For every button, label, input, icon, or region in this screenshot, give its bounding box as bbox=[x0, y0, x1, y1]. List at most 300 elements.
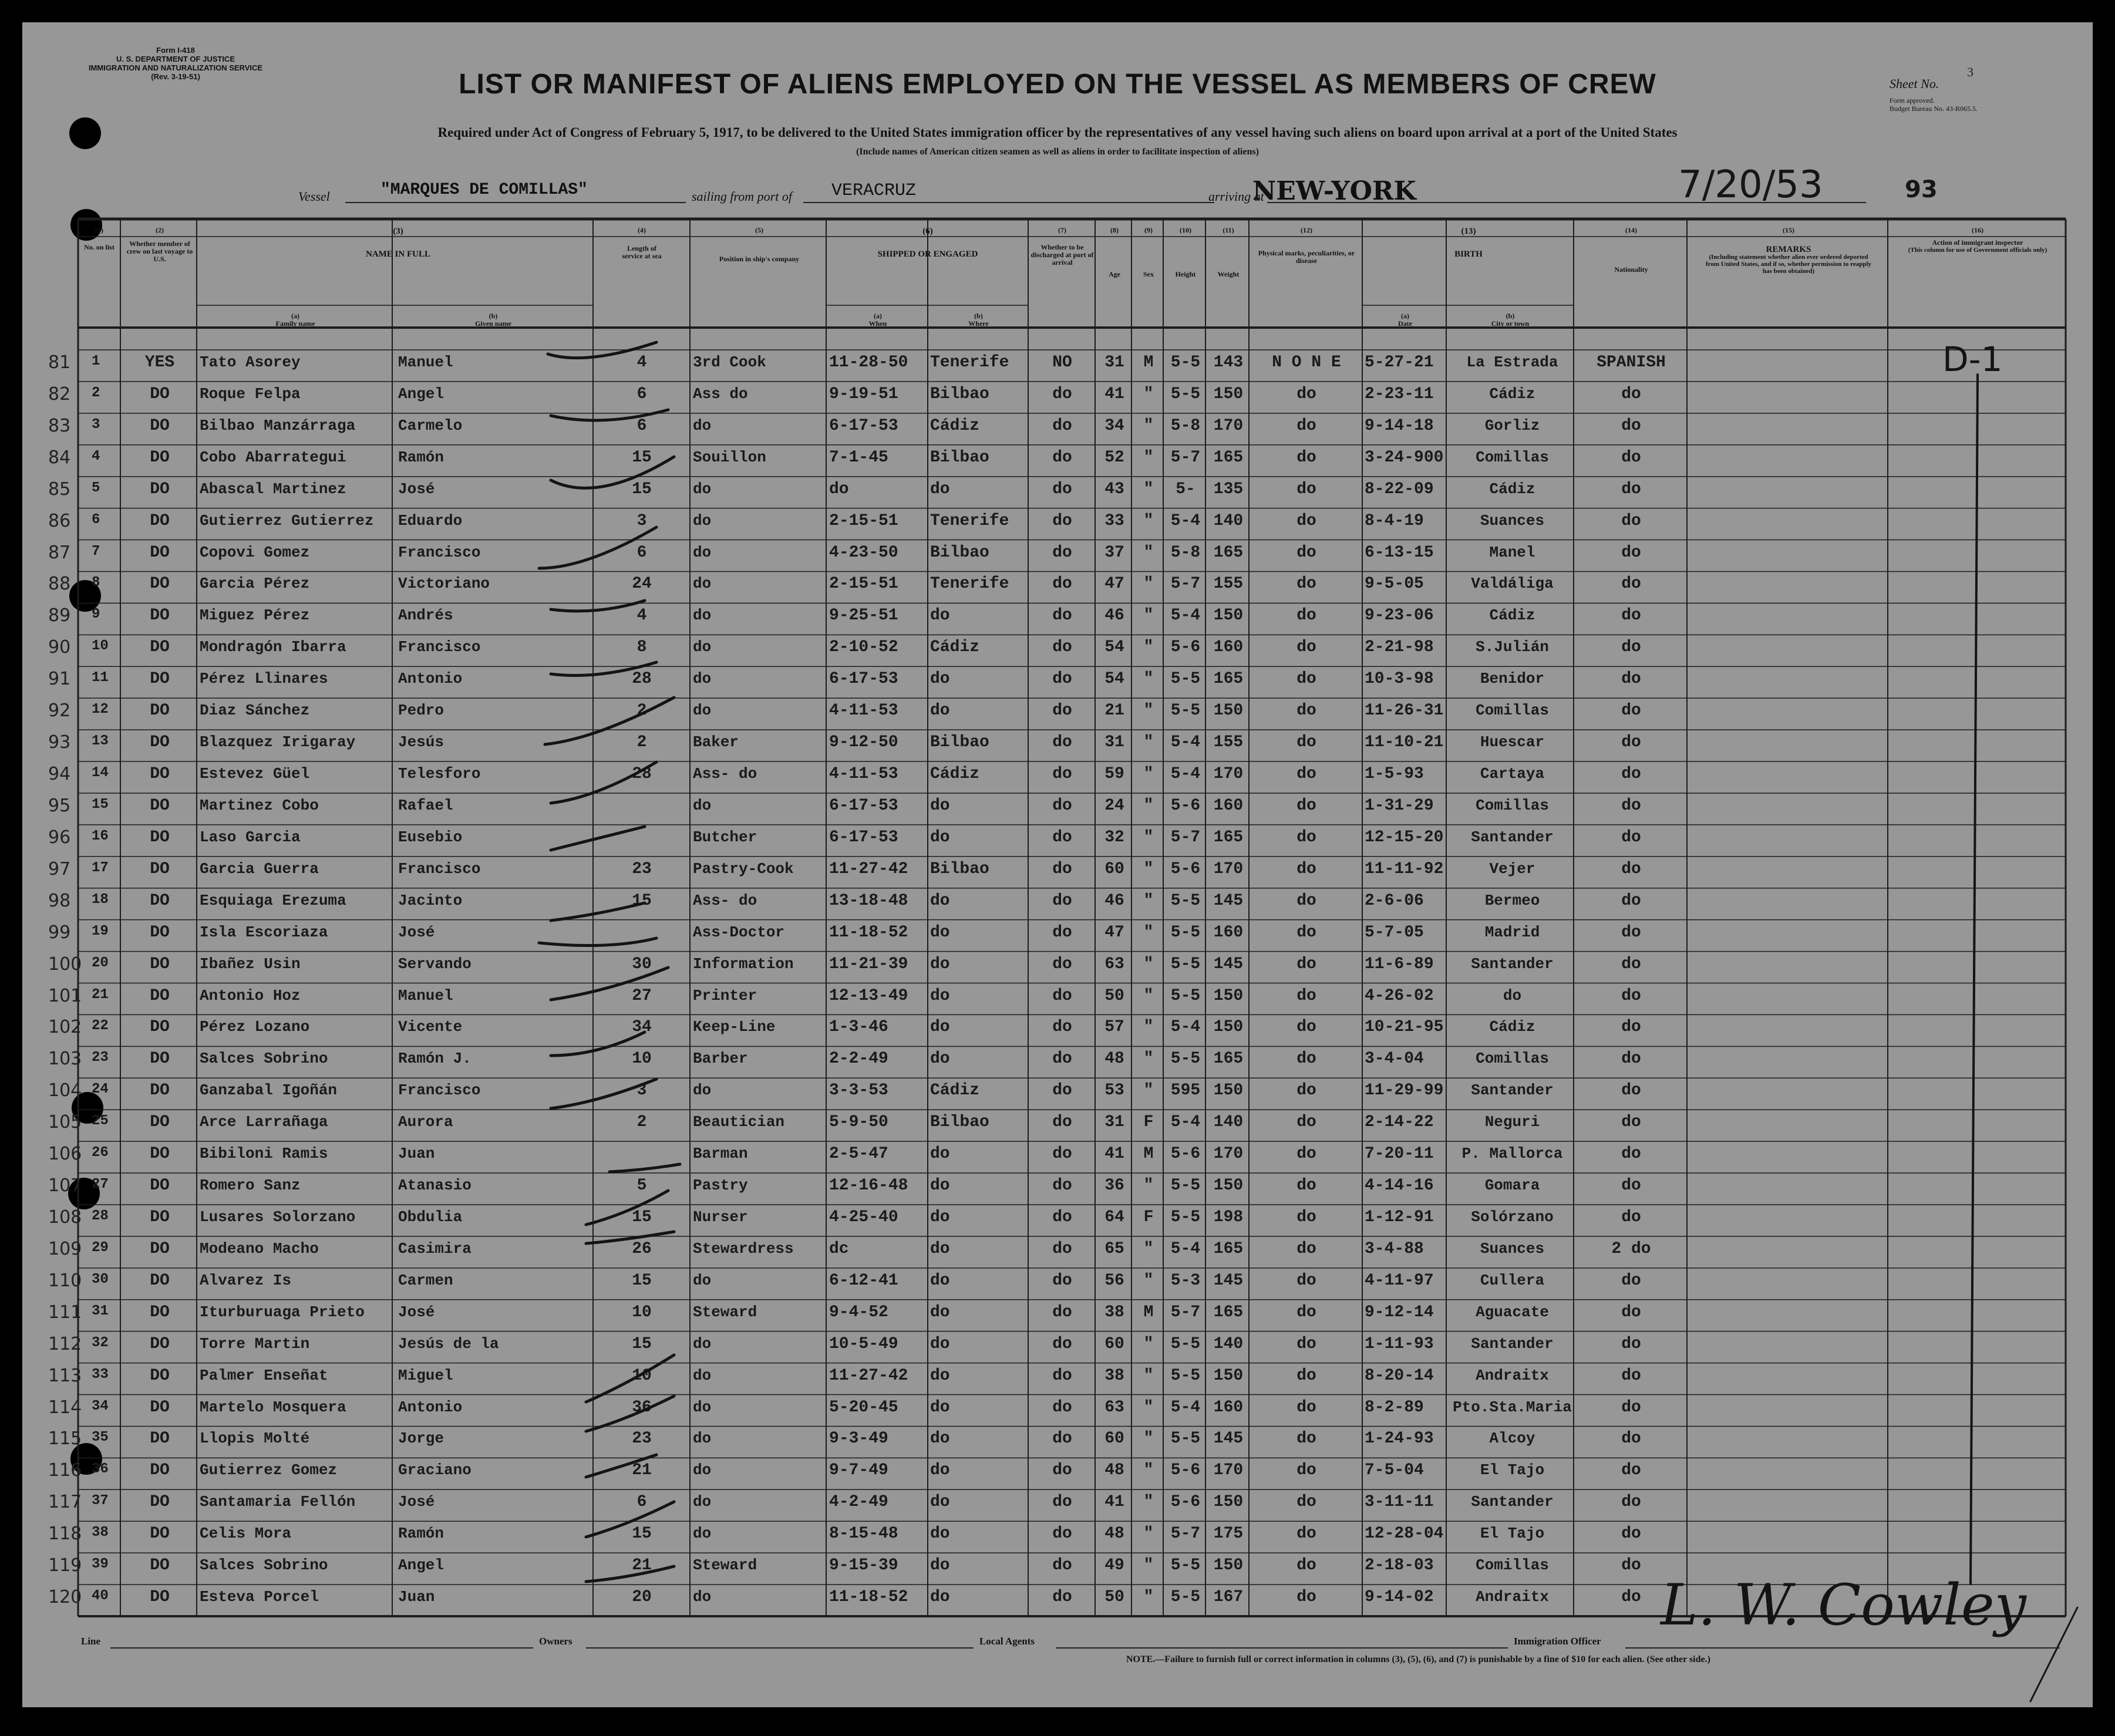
cell-pos: Barber bbox=[693, 1050, 748, 1068]
cell-bdate: 3-11-11 bbox=[1365, 1493, 1434, 1512]
cell-when: 9-3-49 bbox=[829, 1430, 888, 1448]
cell-dis: do bbox=[1052, 1588, 1072, 1607]
cell-wt: 170 bbox=[1213, 416, 1244, 435]
cell-when: 6-17-53 bbox=[829, 796, 898, 815]
cell-pos: Ass- do bbox=[693, 765, 757, 783]
cell-given: Ramón J. bbox=[398, 1050, 472, 1068]
cell-bdate: 1-11-93 bbox=[1365, 1334, 1434, 1353]
manifest-sheet bbox=[22, 22, 2093, 1707]
handwritten-row-number: 106 bbox=[48, 1144, 82, 1165]
cell-dis: do bbox=[1052, 1081, 1072, 1100]
cell-wt: 145 bbox=[1213, 891, 1244, 910]
cell-age: 47 bbox=[1104, 923, 1124, 942]
cell-marks: do bbox=[1296, 1525, 1316, 1543]
cell-dis: do bbox=[1052, 575, 1072, 594]
cell-bdate: 8-22-09 bbox=[1365, 480, 1434, 498]
cell-svc: 23 bbox=[632, 859, 652, 878]
checkmark bbox=[586, 1232, 674, 1243]
cell-marks: do bbox=[1296, 511, 1316, 530]
handwritten-row-number: 96 bbox=[48, 827, 71, 848]
cell-dis: do bbox=[1052, 448, 1072, 467]
cell-age: 41 bbox=[1104, 1493, 1124, 1512]
cell-crew: DO bbox=[150, 891, 170, 910]
handwritten-row-number: 105 bbox=[48, 1112, 82, 1133]
cell-given: Antonio bbox=[398, 670, 463, 688]
row-list-number: 18 bbox=[92, 891, 109, 908]
cell-svc: 6 bbox=[636, 385, 647, 403]
cell-given: José bbox=[398, 480, 435, 498]
cell-nat: do bbox=[1621, 1271, 1641, 1290]
cell-where: do bbox=[930, 1461, 950, 1480]
col-num: (1) bbox=[95, 226, 103, 234]
cell-ht: 5-3 bbox=[1170, 1271, 1201, 1290]
cell-where: do bbox=[930, 1208, 950, 1226]
cell-bdate: 10-21-95 bbox=[1365, 1018, 1444, 1037]
footer-underline bbox=[1056, 1647, 1508, 1649]
handwritten-row-number: 120 bbox=[48, 1587, 82, 1608]
cell-family: Modeano Macho bbox=[200, 1239, 319, 1258]
row-list-number: 40 bbox=[92, 1588, 109, 1604]
cell-svc: 27 bbox=[632, 986, 652, 1005]
cell-age: 48 bbox=[1104, 1461, 1124, 1480]
handwritten-row-number: 115 bbox=[48, 1428, 82, 1450]
cell-svc: 15 bbox=[632, 891, 652, 910]
cell-given: Manuel bbox=[398, 353, 453, 371]
cell-family: Copovi Gomez bbox=[200, 543, 310, 561]
handwritten-row-number: 86 bbox=[48, 510, 71, 531]
cell-wt: 198 bbox=[1213, 1208, 1244, 1226]
cell-given: Atanasio bbox=[398, 1177, 472, 1195]
cell-nat: 2 do bbox=[1611, 1239, 1651, 1258]
cell-svc: 10 bbox=[632, 1303, 652, 1322]
checkmark bbox=[539, 527, 656, 568]
cell-marks: do bbox=[1296, 1018, 1316, 1037]
cell-age: 59 bbox=[1104, 765, 1124, 784]
cell-ht: 5-6 bbox=[1170, 859, 1201, 878]
cell-age: 36 bbox=[1104, 1177, 1124, 1195]
cell-svc: 21 bbox=[632, 1556, 652, 1575]
cell-bdate: 3-4-04 bbox=[1365, 1050, 1424, 1068]
col-label: NAME IN FULL bbox=[365, 250, 430, 259]
col-num: (3) bbox=[393, 227, 403, 236]
cell-when: 1-3-46 bbox=[829, 1018, 888, 1037]
cell-ht: 5-5 bbox=[1170, 670, 1201, 689]
cell-ht: 5-7 bbox=[1170, 1525, 1201, 1543]
cell-sex: " bbox=[1143, 511, 1154, 530]
cell-ht: 5-5 bbox=[1170, 1050, 1201, 1068]
col-label: Weight bbox=[1217, 270, 1240, 278]
cell-age: 63 bbox=[1104, 955, 1124, 973]
cell-crew: DO bbox=[150, 986, 170, 1005]
cell-where: do bbox=[930, 480, 950, 498]
col-label: BIRTH bbox=[1454, 250, 1483, 259]
cell-given: Vicente bbox=[398, 1018, 463, 1036]
cell-bdate: 7-5-04 bbox=[1365, 1461, 1424, 1480]
cell-bdate: 2-21-98 bbox=[1365, 638, 1434, 657]
cell-ht: 5-5 bbox=[1170, 702, 1201, 720]
cell-age: 57 bbox=[1104, 1018, 1124, 1037]
cell-svc: 6 bbox=[636, 543, 647, 562]
cell-dis: do bbox=[1052, 670, 1072, 689]
cell-crew: DO bbox=[150, 1303, 170, 1322]
row-list-number: 28 bbox=[92, 1208, 109, 1224]
cell-bdate: 1-5-93 bbox=[1365, 765, 1424, 784]
cell-ht: 5-5 bbox=[1170, 955, 1201, 973]
cell-sex: " bbox=[1143, 955, 1154, 973]
cell-age: 52 bbox=[1104, 448, 1124, 467]
cell-dis: do bbox=[1052, 955, 1072, 973]
cell-svc: 10 bbox=[632, 1050, 652, 1068]
cell-nat: do bbox=[1621, 796, 1641, 815]
cell-marks: do bbox=[1296, 1145, 1316, 1164]
cell-age: 46 bbox=[1104, 606, 1124, 625]
cell-bdate: 10-3-98 bbox=[1365, 670, 1434, 689]
cell-bdate: 9-12-14 bbox=[1365, 1303, 1434, 1322]
cell-wt: 170 bbox=[1213, 1145, 1244, 1164]
cell-pos: do bbox=[693, 638, 712, 656]
cell-marks: do bbox=[1296, 1366, 1316, 1385]
cell-city: El Tajo bbox=[1480, 1525, 1545, 1543]
cell-wt: 145 bbox=[1213, 955, 1244, 973]
cell-dis: do bbox=[1052, 1303, 1072, 1322]
cell-marks: do bbox=[1296, 1334, 1316, 1353]
cell-family: Gutierrez Gomez bbox=[200, 1461, 338, 1479]
cell-nat: SPANISH bbox=[1597, 353, 1666, 372]
cell-family: Mondragón Ibarra bbox=[200, 638, 346, 656]
cell-bdate: 7-20-11 bbox=[1365, 1145, 1434, 1164]
footer-line-label: Line bbox=[81, 1636, 101, 1647]
handwritten-row-number: 85 bbox=[48, 478, 71, 500]
cell-city: Comillas bbox=[1476, 448, 1549, 466]
checkmark bbox=[551, 903, 645, 921]
cell-age: 49 bbox=[1104, 1556, 1124, 1575]
cell-sex: " bbox=[1143, 733, 1154, 752]
cell-nat: do bbox=[1621, 923, 1641, 942]
cell-where: do bbox=[930, 1145, 950, 1164]
cell-given: Andrés bbox=[398, 606, 453, 625]
cell-age: 48 bbox=[1104, 1050, 1124, 1068]
cell-crew: DO bbox=[150, 480, 170, 498]
cell-dis: do bbox=[1052, 416, 1072, 435]
cell-sex: " bbox=[1143, 828, 1154, 847]
cell-sex: " bbox=[1143, 543, 1154, 562]
cell-svc: 2 bbox=[636, 702, 647, 720]
handwritten-row-number: 101 bbox=[48, 985, 82, 1006]
cell-given: Telesforo bbox=[398, 765, 481, 783]
cell-age: 53 bbox=[1104, 1081, 1124, 1100]
cell-nat: do bbox=[1621, 543, 1641, 562]
cell-sex: " bbox=[1143, 1588, 1154, 1607]
cell-dis: do bbox=[1052, 859, 1072, 878]
cell-svc: 5 bbox=[636, 1177, 647, 1195]
cell-nat: do bbox=[1621, 1303, 1641, 1322]
col-num: (10) bbox=[1180, 226, 1191, 234]
col-sub-label: Where bbox=[968, 319, 989, 328]
cell-family: Santamaria Fellón bbox=[200, 1493, 356, 1511]
cell-nat: do bbox=[1621, 448, 1641, 467]
row-list-number: 7 bbox=[92, 543, 100, 559]
cell-bdate: 11-10-21 bbox=[1365, 733, 1444, 752]
cell-crew: DO bbox=[150, 1525, 170, 1543]
cell-dis: do bbox=[1052, 986, 1072, 1005]
sheet-no-label: Sheet No. bbox=[1890, 76, 1939, 91]
handwritten-row-number: 87 bbox=[48, 542, 71, 563]
form-approved-line: Budget Bureau No. 43-R065.5. bbox=[1890, 105, 1978, 113]
vessel-name: "MARQUES DE COMILLAS" bbox=[380, 181, 588, 199]
handwritten-row-number: 88 bbox=[48, 574, 71, 595]
cell-family: Ganzabal Igoñán bbox=[200, 1081, 338, 1100]
handwritten-row-number: 84 bbox=[48, 447, 71, 468]
cell-crew: DO bbox=[150, 670, 170, 689]
cell-nat: do bbox=[1621, 1208, 1641, 1226]
cell-ht: 5-5 bbox=[1170, 891, 1201, 910]
cell-crew: DO bbox=[150, 416, 170, 435]
cell-wt: 150 bbox=[1213, 385, 1244, 403]
cell-sex: " bbox=[1143, 1366, 1154, 1385]
cell-where: do bbox=[930, 1556, 950, 1575]
cell-given: Graciano bbox=[398, 1461, 472, 1479]
col-sub-label: City or town bbox=[1491, 319, 1530, 328]
cell-sex: " bbox=[1143, 1556, 1154, 1575]
cell-when: 9-12-50 bbox=[829, 733, 898, 752]
cell-ht: 5-4 bbox=[1170, 606, 1201, 625]
cell-wt: 140 bbox=[1213, 511, 1244, 530]
cell-given: Jesús bbox=[398, 733, 444, 751]
cell-when: 7-1-45 bbox=[829, 448, 888, 467]
col-label: Height bbox=[1175, 270, 1196, 278]
cell-bdate: 2-14-22 bbox=[1365, 1113, 1434, 1132]
row-list-number: 8 bbox=[92, 575, 100, 591]
cell-ht: 5-4 bbox=[1170, 1239, 1201, 1258]
cell-wt: 155 bbox=[1213, 733, 1244, 752]
cell-age: 37 bbox=[1104, 543, 1124, 562]
col-label: Age bbox=[1109, 270, 1120, 278]
cell-marks: do bbox=[1296, 670, 1316, 689]
cell-where: do bbox=[930, 923, 950, 942]
col-num: (13) bbox=[1461, 227, 1476, 236]
cell-age: 46 bbox=[1104, 891, 1124, 910]
cell-pos: Beautician bbox=[693, 1113, 785, 1131]
cell-city: Santander bbox=[1471, 1493, 1554, 1511]
cell-dis: NO bbox=[1052, 353, 1072, 372]
cell-dis: do bbox=[1052, 1556, 1072, 1575]
cell-city: Cartaya bbox=[1480, 765, 1545, 783]
cell-sex: " bbox=[1143, 765, 1154, 784]
col-num: (4) bbox=[638, 226, 646, 234]
cell-marks: do bbox=[1296, 1208, 1316, 1226]
cell-given: José bbox=[398, 1493, 435, 1511]
cell-family: Esquiaga Erezuma bbox=[200, 891, 346, 909]
cell-svc: 8 bbox=[636, 638, 647, 657]
checkmark bbox=[545, 697, 674, 744]
cell-wt: 135 bbox=[1213, 480, 1244, 498]
cell-where: do bbox=[930, 796, 950, 815]
cell-marks: do bbox=[1296, 1177, 1316, 1195]
cell-pos: Steward bbox=[693, 1556, 757, 1575]
handwritten-row-number: 116 bbox=[48, 1460, 82, 1481]
cell-dis: do bbox=[1052, 765, 1072, 784]
cell-family: Garcia Pérez bbox=[200, 575, 310, 593]
cell-when: 6-12-41 bbox=[829, 1271, 898, 1290]
cell-wt: 140 bbox=[1213, 1334, 1244, 1353]
cell-city: Pto.Sta.Maria bbox=[1453, 1398, 1572, 1416]
cell-crew: YES bbox=[144, 353, 175, 372]
cell-city: Valdáliga bbox=[1471, 575, 1554, 593]
cell-nat: do bbox=[1621, 606, 1641, 625]
cell-marks: do bbox=[1296, 1461, 1316, 1480]
col-label: Whether member of crew on last voyage to U.S. bbox=[126, 240, 193, 263]
cell-crew: DO bbox=[150, 1398, 170, 1417]
cell-when: 11-28-50 bbox=[829, 353, 908, 372]
cell-dis: do bbox=[1052, 543, 1072, 562]
cell-dis: do bbox=[1052, 1208, 1072, 1226]
cell-ht: 5-5 bbox=[1170, 986, 1201, 1005]
cell-city: Huescar bbox=[1480, 733, 1545, 751]
checkmark bbox=[551, 410, 668, 420]
row-list-number: 32 bbox=[92, 1334, 109, 1351]
cell-ht: 5-6 bbox=[1170, 796, 1201, 815]
cell-svc: 3 bbox=[636, 1081, 647, 1100]
cell-where: do bbox=[930, 986, 950, 1005]
handwritten-row-number: 91 bbox=[48, 669, 71, 690]
cell-given: Casimira bbox=[398, 1239, 472, 1258]
cell-pos: do bbox=[693, 511, 712, 530]
cell-where: Bilbao bbox=[930, 385, 989, 403]
cell-city: Comillas bbox=[1476, 1050, 1549, 1068]
cell-sex: " bbox=[1143, 638, 1154, 657]
col-sub-label: When bbox=[868, 319, 887, 328]
cell-dis: do bbox=[1052, 1334, 1072, 1353]
cell-city: P. Mallorca bbox=[1461, 1145, 1563, 1163]
cell-given: Francisco bbox=[398, 859, 481, 878]
checkmark bbox=[539, 938, 656, 946]
cell-when: 9-4-52 bbox=[829, 1303, 888, 1322]
cell-where: Cádiz bbox=[930, 765, 980, 784]
col-num: (12) bbox=[1301, 226, 1312, 234]
cell-nat: do bbox=[1621, 638, 1641, 657]
cell-age: 65 bbox=[1104, 1239, 1124, 1258]
cell-marks: do bbox=[1296, 480, 1316, 498]
cell-sex: " bbox=[1143, 1461, 1154, 1480]
col-num: (16) bbox=[1972, 226, 1983, 234]
cell-given: Francisco bbox=[398, 638, 481, 656]
officer-signature: L. W. Cowley bbox=[1661, 1572, 2026, 1638]
cell-marks: do bbox=[1296, 606, 1316, 625]
cell-given: Carmen bbox=[398, 1271, 453, 1289]
cell-bdate: 8-2-89 bbox=[1365, 1398, 1424, 1417]
cell-marks: do bbox=[1296, 1556, 1316, 1575]
cell-city: Cádiz bbox=[1489, 606, 1535, 625]
cell-bdate: 9-14-18 bbox=[1365, 416, 1434, 435]
cell-family: Ibañez Usin bbox=[200, 955, 301, 973]
cell-wt: 170 bbox=[1213, 765, 1244, 784]
row-list-number: 9 bbox=[92, 606, 100, 623]
cell-svc: 15 bbox=[632, 1525, 652, 1543]
cell-nat: do bbox=[1621, 1018, 1641, 1037]
cell-dis: do bbox=[1052, 1493, 1072, 1512]
cell-wt: 160 bbox=[1213, 923, 1244, 942]
cell-pos: do bbox=[693, 1430, 712, 1448]
form-info-line: Form I-418 bbox=[156, 46, 195, 55]
cell-dis: do bbox=[1052, 1177, 1072, 1195]
cell-marks: do bbox=[1296, 1430, 1316, 1448]
cell-pos: Pastry bbox=[693, 1177, 748, 1195]
cell-bdate: 2-6-06 bbox=[1365, 891, 1424, 910]
cell-where: do bbox=[930, 1398, 950, 1417]
cell-when: 4-11-53 bbox=[829, 765, 898, 784]
cell-svc: 23 bbox=[632, 1430, 652, 1448]
cell-svc: 15 bbox=[632, 1208, 652, 1226]
cell-nat: do bbox=[1621, 1177, 1641, 1195]
cell-svc: 15 bbox=[632, 480, 652, 498]
cell-nat: do bbox=[1621, 1398, 1641, 1417]
cell-bdate: 11-11-92 bbox=[1365, 859, 1444, 878]
handwritten-row-number: 113 bbox=[48, 1365, 82, 1386]
cell-when: 2-15-51 bbox=[829, 511, 898, 530]
cell-crew: DO bbox=[150, 1493, 170, 1512]
cell-svc: 6 bbox=[636, 416, 647, 435]
cell-age: 34 bbox=[1104, 416, 1124, 435]
cell-bdate: 4-26-02 bbox=[1365, 986, 1434, 1005]
checkmark bbox=[586, 1355, 674, 1402]
cell-ht: 5-7 bbox=[1170, 1303, 1201, 1322]
col-sub-num: (b) bbox=[489, 312, 498, 320]
col-sub-num: (b) bbox=[974, 312, 983, 320]
checkmark bbox=[551, 827, 645, 850]
cell-svc: 21 bbox=[632, 1461, 652, 1480]
col-label: Nationality bbox=[1614, 265, 1648, 274]
handwritten-marks bbox=[22, 22, 2093, 1707]
cell-given: Angel bbox=[398, 1556, 444, 1575]
cell-svc: 4 bbox=[636, 606, 647, 625]
cell-ht: 5-5 bbox=[1170, 1430, 1201, 1448]
cell-city: Suances bbox=[1480, 1239, 1545, 1258]
col-sub-label: Family name bbox=[275, 319, 315, 328]
cell-wt: 160 bbox=[1213, 1398, 1244, 1417]
cell-wt: 165 bbox=[1213, 1239, 1244, 1258]
cell-where: do bbox=[930, 1303, 950, 1322]
cell-given: Jacinto bbox=[398, 891, 463, 909]
sailing-port: VERACRUZ bbox=[831, 181, 917, 201]
cell-crew: DO bbox=[150, 796, 170, 815]
handwritten-row-number: 118 bbox=[48, 1523, 82, 1545]
cell-given: Eusebio bbox=[398, 828, 463, 846]
cell-city: do bbox=[1503, 986, 1522, 1004]
cell-wt: 170 bbox=[1213, 859, 1244, 878]
cell-family: Bibiloni Ramis bbox=[200, 1145, 328, 1163]
cell-svc: 3 bbox=[636, 511, 647, 530]
cell-where: do bbox=[930, 1493, 950, 1512]
cell-where: Bilbao bbox=[930, 543, 989, 562]
cell-bdate: 11-26-31 bbox=[1365, 702, 1444, 720]
cell-crew: DO bbox=[150, 955, 170, 973]
cell-marks: do bbox=[1296, 1588, 1316, 1607]
cell-family: Garcia Guerra bbox=[200, 859, 319, 878]
cell-wt: 140 bbox=[1213, 1113, 1244, 1132]
arriving-port: NEW-YORK bbox=[1252, 176, 1416, 206]
cell-city: Benidor bbox=[1480, 670, 1545, 688]
row-list-number: 39 bbox=[92, 1556, 109, 1573]
cell-nat: do bbox=[1621, 1334, 1641, 1353]
cell-wt: 150 bbox=[1213, 1366, 1244, 1385]
cell-age: 48 bbox=[1104, 1525, 1124, 1543]
cell-ht: 5-5 bbox=[1170, 1556, 1201, 1575]
row-list-number: 23 bbox=[92, 1050, 109, 1066]
col-label: Position in ship's company bbox=[719, 255, 800, 263]
cell-marks: do bbox=[1296, 416, 1316, 435]
cell-dis: do bbox=[1052, 1398, 1072, 1417]
cell-age: 31 bbox=[1104, 733, 1124, 752]
